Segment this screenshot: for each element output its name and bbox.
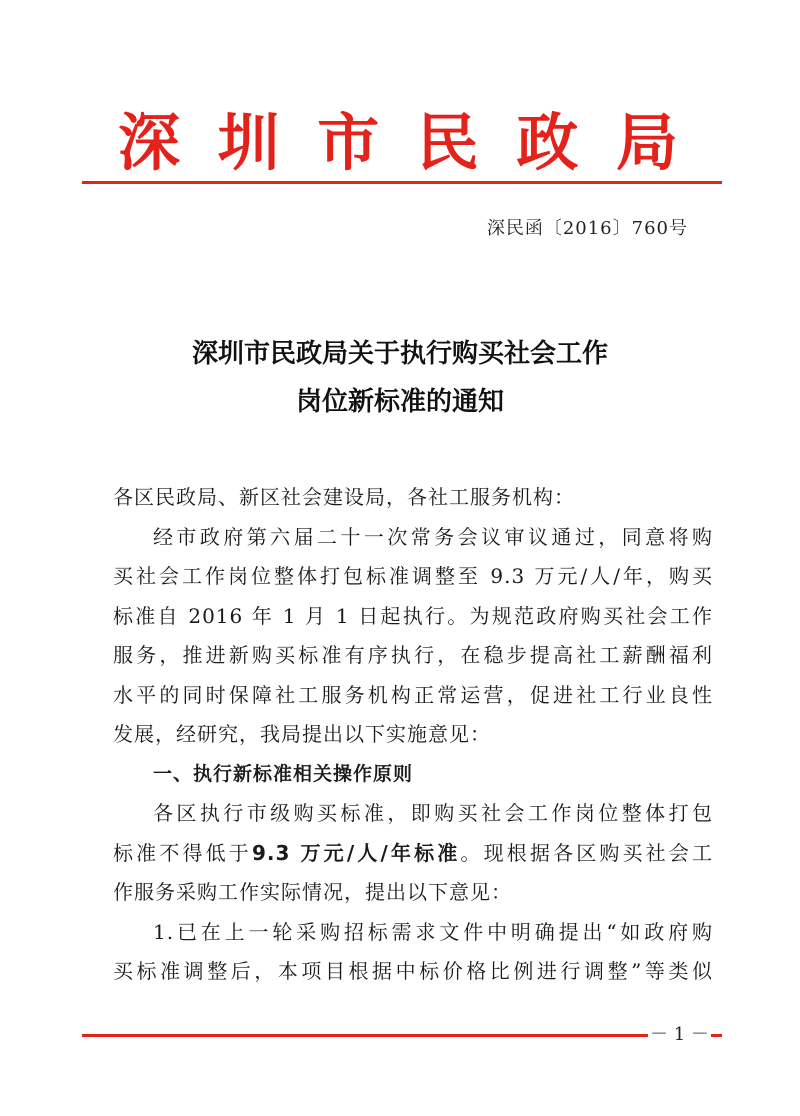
para2-line bbox=[113, 834, 713, 874]
para1-line: 买社会工作岗位整体打包标准调整至 9.3 万元/人/年，购买 bbox=[113, 564, 713, 588]
para1-line: 标准自 2016 年 1 月 1 日起执行。为规范政府购买社会工作 bbox=[113, 603, 713, 628]
salutation: 各区民政局、新区社会建设局，各社工服务机构： bbox=[113, 485, 575, 509]
document-body bbox=[113, 478, 713, 992]
title-line-2: 岗位新标准的通知 bbox=[295, 387, 504, 417]
document-number: 深民函〔2016〕760号 bbox=[486, 218, 688, 239]
para3-line: 买标准调整后，本项目根据中标价格比例进行调整”等类似 bbox=[113, 959, 713, 983]
para2-line: 作服务采购工作实际情况，提出以下意见： bbox=[113, 880, 512, 904]
emphasized-standard: 9.3 万元/人/年标准 bbox=[251, 840, 461, 865]
masthead-char: 圳 bbox=[217, 106, 280, 179]
page-number: － 1 － bbox=[648, 1020, 711, 1046]
para1-line: 服务，推进新购买标准有序执行，在稳步提高社工薪酬福利 bbox=[113, 643, 713, 667]
para3-line: 1.已在上一轮采购招标需求文件中明确提出“如政府购 bbox=[153, 919, 713, 944]
masthead-char: 局 bbox=[615, 106, 678, 179]
para1-line: 经市政府第六届二十一次常务会议审议通过，同意将购 bbox=[153, 524, 713, 549]
para2-line: 各区执行市级购买标准，即购买社会工作岗位整体打包 bbox=[153, 801, 713, 825]
masthead-char: 市 bbox=[317, 106, 380, 179]
masthead bbox=[118, 108, 678, 178]
masthead-char: 民 bbox=[416, 106, 479, 179]
masthead-char: 深 bbox=[118, 106, 181, 179]
document-title bbox=[80, 330, 720, 426]
para1-line: 水平的同时保障社工服务机构正常运营，促进社工行业良性 bbox=[113, 682, 713, 707]
section-heading: 一、执行新标准相关操作原则 bbox=[153, 762, 414, 785]
para2-text: 。现根据各区购买社会工 bbox=[460, 840, 714, 865]
masthead-char: 政 bbox=[516, 106, 579, 179]
title-line-1: 深圳市民政局关于执行购买社会工作 bbox=[191, 339, 608, 369]
footer-red-rule bbox=[82, 1034, 722, 1037]
para1-line: 发展，经研究，我局提出以下实施意见： bbox=[113, 722, 491, 746]
para2-text: 标准不得低于 bbox=[113, 840, 252, 865]
header-red-rule bbox=[82, 181, 722, 184]
